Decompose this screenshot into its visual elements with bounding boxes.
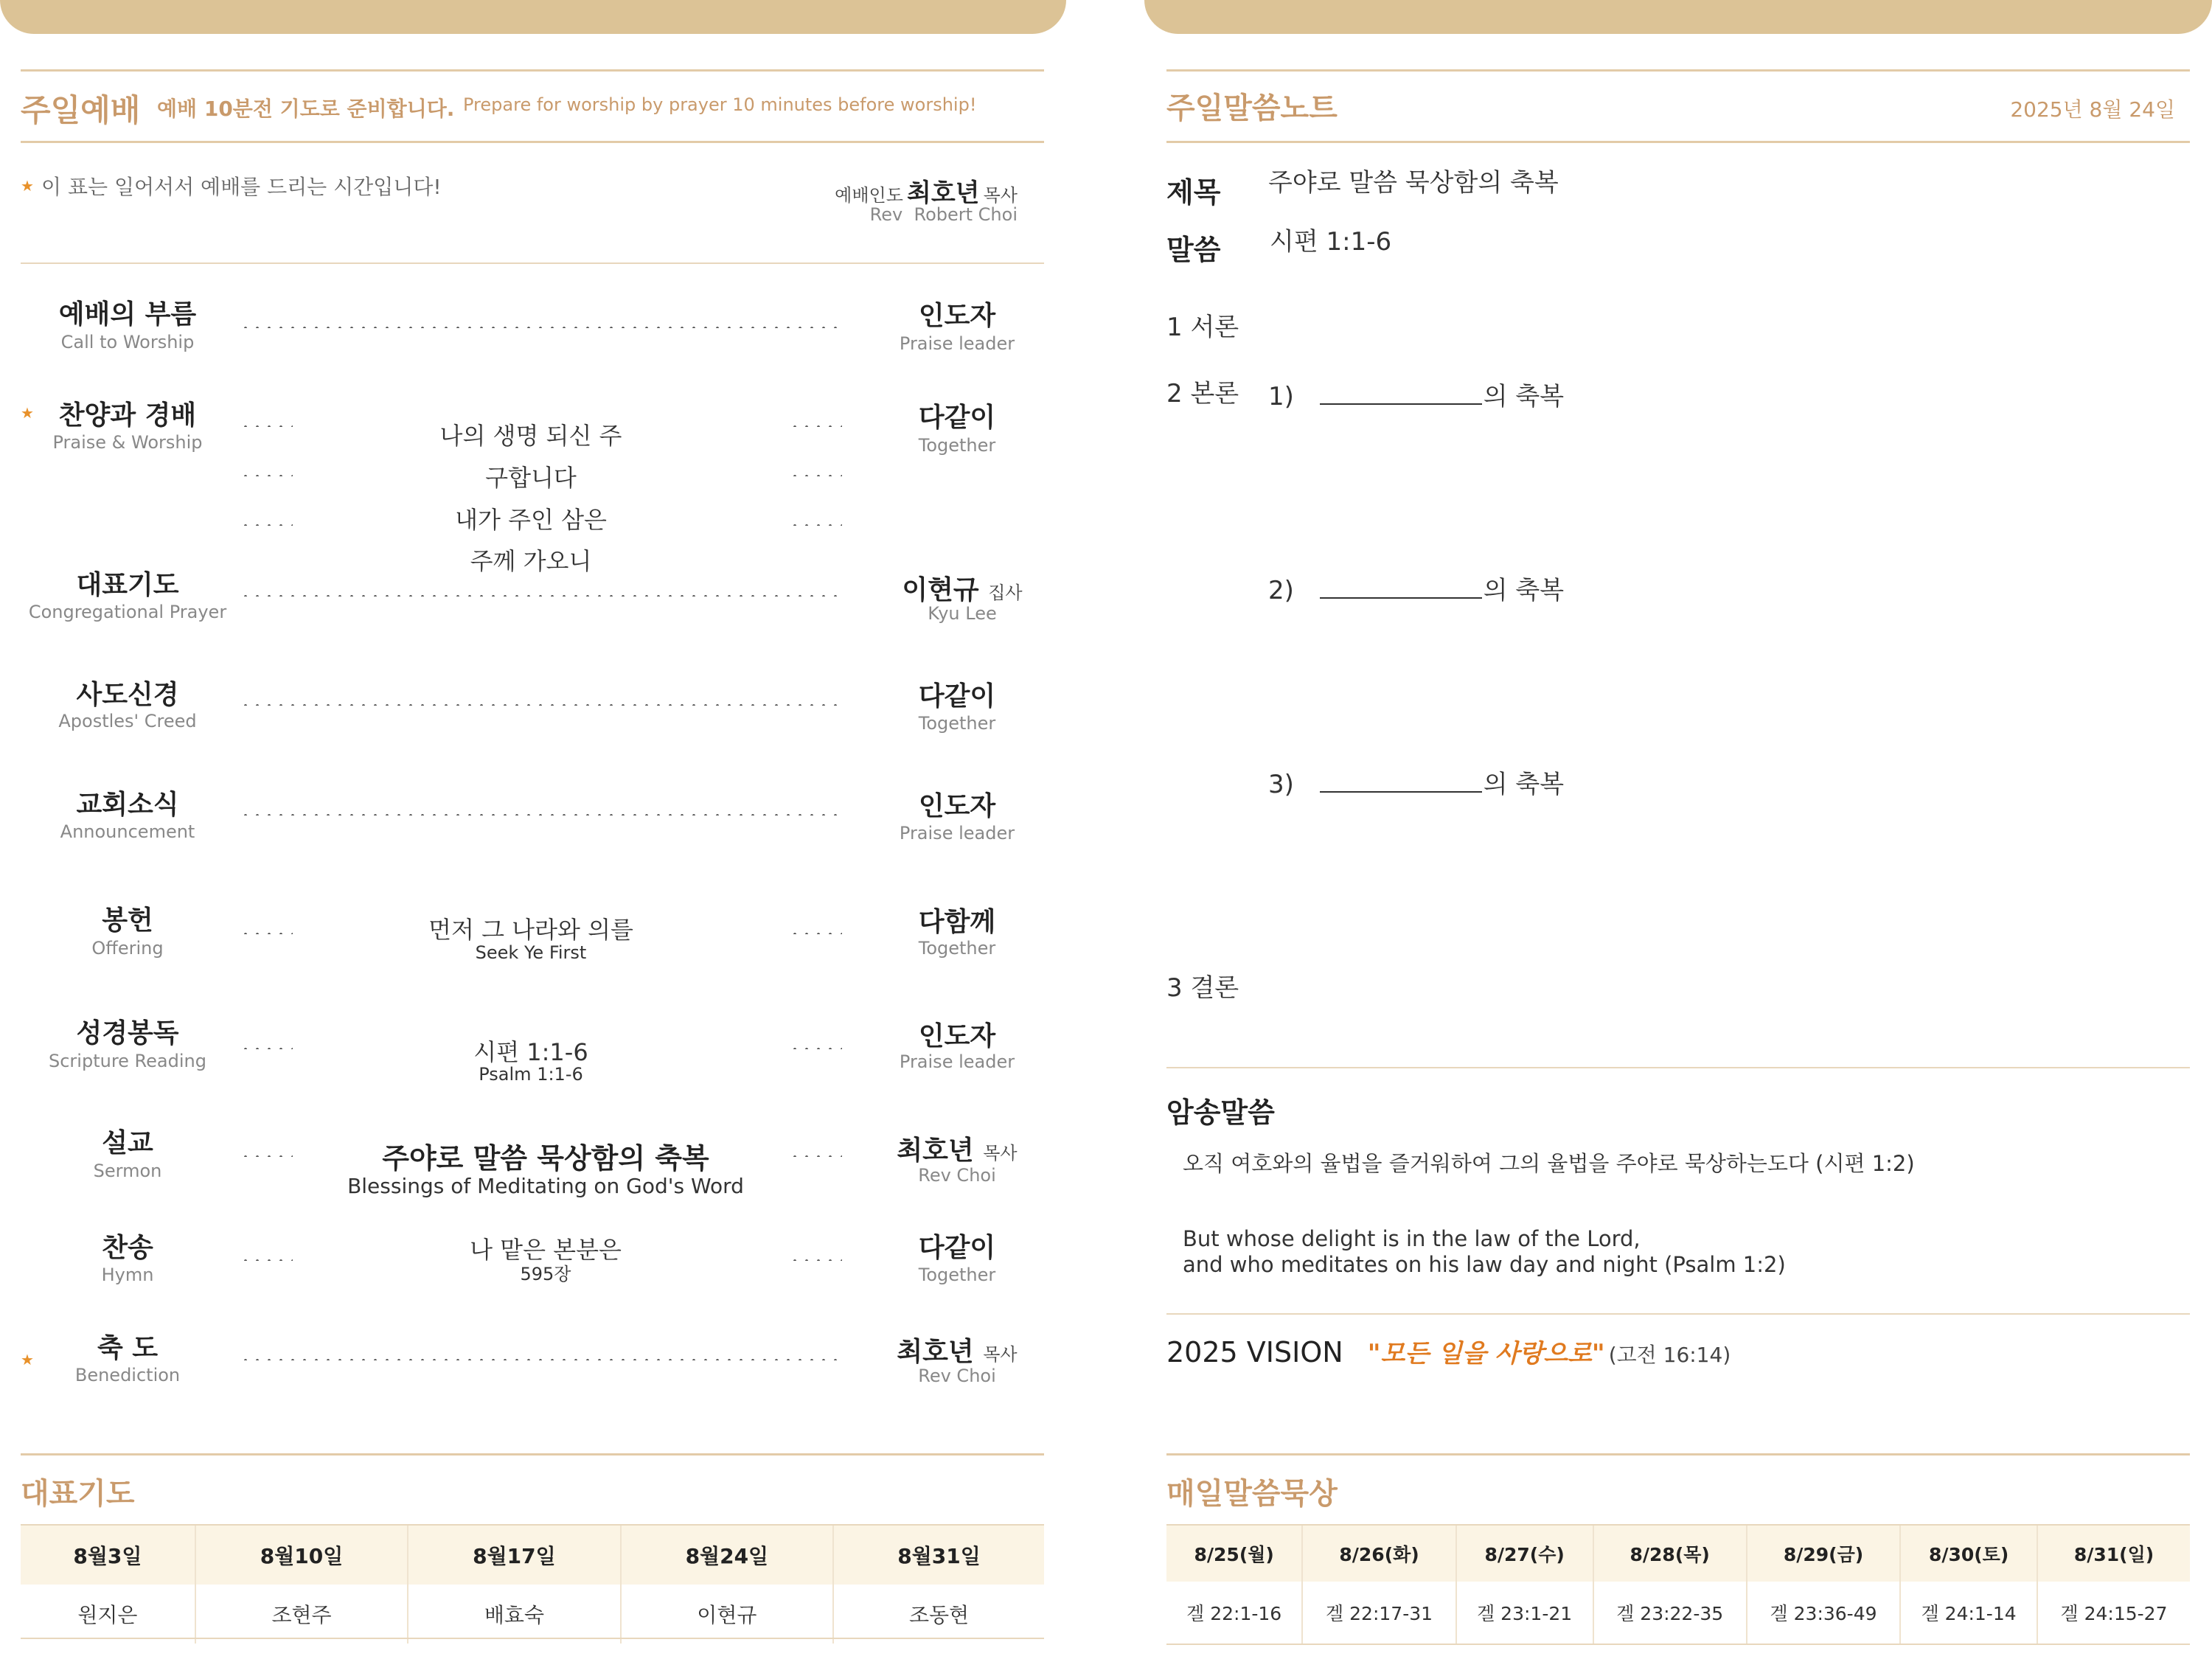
memory-verse-ko: 오직 여호와의 율법을 즐거워하여 그의 율법을 주야로 묵상하는도다 (시편 1:2) xyxy=(1183,1151,1915,1176)
item-hymn-ko: 찬송 xyxy=(102,1233,153,1263)
item-scripture-ref-en: Psalm 1:1-6 xyxy=(479,1064,583,1085)
item-sermon-lead xyxy=(876,1130,1038,1167)
left-intro-rule xyxy=(21,262,1044,264)
dotted-leader xyxy=(240,474,293,476)
dotted-leader xyxy=(240,1358,841,1360)
item-creed-lead-en: Together xyxy=(918,713,996,734)
daily-reading: 겔 23:22-35 xyxy=(1593,1582,1747,1644)
sermon-note-date: 2025년 8월 24일 xyxy=(2010,97,2175,122)
item-offering-ko: 봉헌 xyxy=(102,905,153,936)
daily-reading: 겔 24:15-27 xyxy=(2037,1582,2190,1644)
item-offering-song: 먼저 그 나라와 의를 xyxy=(428,916,633,944)
prayer-name: 원지은 xyxy=(21,1585,195,1644)
prayer-title: 대표기도 xyxy=(21,1477,135,1511)
dotted-leader xyxy=(240,425,293,427)
left-header-rule-bottom xyxy=(21,141,1044,143)
prayer-date: 8월31일 xyxy=(833,1526,1044,1585)
note-point-1 xyxy=(1268,376,1564,412)
right-header-rule-bottom xyxy=(1166,141,2190,143)
vision-quote: "모든 일을 사랑으로" xyxy=(1367,1339,1605,1368)
worship-leader xyxy=(737,173,1018,209)
daily-date: 8/31(일) xyxy=(2037,1526,2190,1582)
item-announcement-lead-en: Praise leader xyxy=(899,823,1015,844)
item-scripture-ref: 시편 1:1-6 xyxy=(473,1038,588,1066)
worship-subtitle-ko: 예배 10분전 기도로 준비합니다. xyxy=(157,97,455,121)
daily-date: 8/26(화) xyxy=(1302,1526,1455,1582)
item-scripture-ko: 성경봉독 xyxy=(76,1018,179,1048)
star-icon: ★ xyxy=(21,177,34,195)
note-intro: 1 서론 xyxy=(1166,313,1239,342)
star-icon: ★ xyxy=(21,404,34,422)
worship-title: 주일예배 xyxy=(21,92,141,128)
sermon-note-title: 주일말씀노트 xyxy=(1166,91,1338,125)
item-benediction-en: Benediction xyxy=(74,1365,181,1385)
vision-label: 2025 VISION xyxy=(1166,1336,1343,1368)
note-verse-value: 시편 1:1-6 xyxy=(1270,227,1392,257)
left-header-rule-top xyxy=(21,69,1044,72)
daily-reading: 겔 22:17-31 xyxy=(1302,1582,1455,1644)
item-hymn-lead-en: Together xyxy=(918,1265,996,1285)
dotted-leader xyxy=(240,1047,293,1049)
note-point-suffix: 의 축복 xyxy=(1483,770,1565,799)
vision-rule xyxy=(1166,1313,2190,1315)
item-offering-lead-en: Together xyxy=(918,938,996,959)
item-scripture-lead: 인도자 xyxy=(918,1021,996,1051)
item-sermon-title-en: Blessings of Meditating on God's Word xyxy=(347,1174,744,1198)
note-point-3 xyxy=(1268,764,1564,800)
item-hymn-number: 595장 xyxy=(520,1264,571,1284)
prayer-table-bottom-rule xyxy=(21,1638,1044,1639)
item-praise-worship-en: Praise & Worship xyxy=(52,432,203,453)
item-announcement-lead: 인도자 xyxy=(918,791,996,821)
prayer-name-row xyxy=(21,1585,1044,1644)
note-point-number: 1) xyxy=(1268,382,1294,411)
vision-line xyxy=(1166,1333,1731,1369)
daily-date: 8/27(수) xyxy=(1456,1526,1593,1582)
item-sermon-en: Sermon xyxy=(93,1161,162,1181)
note-blank-line xyxy=(1320,771,1482,793)
item-benediction-lead-en: Rev Choi xyxy=(918,1366,996,1386)
item-creed-ko: 사도신경 xyxy=(76,680,179,710)
worship-leader-label: 예배인도 xyxy=(835,185,903,206)
memory-title: 암송말씀 xyxy=(1166,1096,1275,1129)
left-top-bar xyxy=(0,0,1066,34)
right-top-bar xyxy=(1144,0,2212,34)
item-call-to-worship-ko: 예배의 부름 xyxy=(58,299,197,330)
item-offering-en: Offering xyxy=(91,938,164,959)
item-prayer-en: Congregational Prayer xyxy=(28,602,227,622)
prayer-section-rule xyxy=(21,1453,1044,1455)
song-4: 주께 가오니 xyxy=(470,547,592,575)
prayer-date: 8월3일 xyxy=(21,1526,195,1585)
note-body: 2 본론 xyxy=(1166,379,1239,408)
item-benediction-ko: 축 도 xyxy=(97,1333,159,1363)
daily-date: 8/29(금) xyxy=(1747,1526,1900,1582)
item-hymn-en: Hymn xyxy=(101,1265,154,1285)
item-hymn-title: 나 맡은 본분은 xyxy=(470,1236,622,1264)
dotted-leader xyxy=(240,594,841,597)
item-creed-lead: 다같이 xyxy=(918,681,996,712)
item-announcement-en: Announcement xyxy=(60,821,195,842)
daily-reading: 겔 24:1-14 xyxy=(1900,1582,2037,1644)
dotted-leader xyxy=(789,1259,842,1261)
item-sermon-lead-en: Rev Choi xyxy=(918,1165,996,1186)
dotted-leader xyxy=(789,425,842,427)
item-prayer-lead xyxy=(881,569,1043,607)
note-point-suffix: 의 축복 xyxy=(1483,576,1565,605)
note-point-2 xyxy=(1268,570,1564,606)
prayer-date: 8월10일 xyxy=(195,1526,408,1585)
note-point-suffix: 의 축복 xyxy=(1483,382,1565,411)
note-title-label: 제목 xyxy=(1166,176,1221,209)
item-call-to-worship-lead-en: Praise leader xyxy=(899,333,1015,354)
item-announcement-ko: 교회소식 xyxy=(76,790,179,820)
dotted-leader xyxy=(789,1155,842,1157)
dotted-leader xyxy=(240,326,841,328)
dotted-leader xyxy=(240,524,293,526)
prayer-name: 조현주 xyxy=(195,1585,408,1644)
note-point-number: 3) xyxy=(1268,770,1294,799)
memory-verse-en-1: But whose delight is in the law of the Lord, xyxy=(1183,1226,1641,1251)
item-praise-worship-lead-en: Together xyxy=(918,435,996,456)
note-blank-line xyxy=(1320,577,1482,599)
item-sermon-title: 주야로 말씀 묵상함의 축복 xyxy=(382,1142,709,1175)
daily-reading-row xyxy=(1166,1582,2190,1644)
daily-reading: 겔 22:1-16 xyxy=(1166,1582,1302,1644)
daily-date: 8/25(월) xyxy=(1166,1526,1302,1582)
daily-table-bottom-rule xyxy=(1166,1644,2190,1645)
item-prayer-lead-title: 집사 xyxy=(988,582,1023,603)
worship-leader-name-en: Rev Robert Choi xyxy=(869,204,1018,225)
prayer-table xyxy=(21,1526,1044,1644)
dotted-leader xyxy=(789,932,842,934)
note-title-value: 주야로 말씀 묵상함의 축복 xyxy=(1268,168,1559,198)
dotted-leader xyxy=(240,932,293,934)
item-benediction-lead xyxy=(876,1331,1038,1368)
prayer-name: 이현규 xyxy=(621,1585,833,1644)
dotted-leader xyxy=(240,1259,293,1261)
daily-date: 8/28(목) xyxy=(1593,1526,1747,1582)
note-blank-line xyxy=(1320,383,1482,405)
daily-reading: 겔 23:1-21 xyxy=(1456,1582,1593,1644)
item-prayer-lead-en: Kyu Lee xyxy=(928,603,997,624)
note-point-number: 2) xyxy=(1268,576,1294,605)
song-3: 내가 주인 삼은 xyxy=(455,506,607,534)
item-sermon-ko: 설교 xyxy=(102,1128,153,1158)
dotted-leader xyxy=(240,813,841,815)
item-scripture-lead-en: Praise leader xyxy=(899,1051,1015,1072)
dotted-leader xyxy=(789,474,842,476)
item-benediction-lead-name: 최호년 xyxy=(897,1337,974,1367)
prayer-date-row xyxy=(21,1526,1044,1585)
dotted-leader xyxy=(789,1047,842,1049)
daily-section-rule xyxy=(1166,1453,2190,1455)
memory-verse-en-2: and who meditates on his law day and night (Psalm 1:2) xyxy=(1183,1252,1786,1277)
right-header-rule-top xyxy=(1166,69,2190,72)
item-call-to-worship-lead: 인도자 xyxy=(918,301,996,331)
prayer-date: 8월17일 xyxy=(408,1526,620,1585)
dotted-leader xyxy=(240,703,841,706)
worship-leader-title: 목사 xyxy=(983,185,1018,206)
memory-rule xyxy=(1166,1067,2190,1068)
item-hymn-lead: 다같이 xyxy=(918,1233,996,1263)
item-prayer-lead-name: 이현규 xyxy=(902,575,979,605)
daily-reading: 겔 23:36-49 xyxy=(1747,1582,1900,1644)
item-sermon-lead-name: 최호년 xyxy=(897,1135,974,1166)
dotted-leader xyxy=(240,1155,293,1157)
daily-title: 매일말씀묵상 xyxy=(1166,1477,1338,1511)
item-creed-en: Apostles' Creed xyxy=(58,711,197,731)
daily-date: 8/30(토) xyxy=(1900,1526,2037,1582)
song-1: 나의 생명 되신 주 xyxy=(439,422,622,450)
item-prayer-ko: 대표기도 xyxy=(76,570,179,600)
prayer-name: 배효숙 xyxy=(408,1585,620,1644)
item-praise-worship-lead: 다같이 xyxy=(918,403,996,433)
dotted-leader xyxy=(789,524,842,526)
vision-ref: (고전 16:14) xyxy=(1608,1343,1731,1367)
prayer-name: 조동현 xyxy=(833,1585,1044,1644)
standing-note: 이 표는 일어서서 예배를 드리는 시간입니다! xyxy=(41,175,442,199)
daily-date-row xyxy=(1166,1526,2190,1582)
song-2: 구합니다 xyxy=(485,464,577,492)
item-sermon-lead-title: 목사 xyxy=(983,1143,1018,1164)
prayer-date: 8월24일 xyxy=(621,1526,833,1585)
note-conclusion: 3 결론 xyxy=(1166,973,1239,1003)
item-praise-worship-ko: 찬양과 경배 xyxy=(58,400,197,431)
item-call-to-worship-en: Call to Worship xyxy=(60,332,195,352)
worship-leader-name: 최호년 xyxy=(906,178,980,208)
item-scripture-en: Scripture Reading xyxy=(49,1051,206,1071)
item-offering-lead: 다함께 xyxy=(918,907,996,937)
item-benediction-lead-title: 목사 xyxy=(983,1344,1018,1365)
note-verse-label: 말씀 xyxy=(1166,234,1221,266)
worship-subtitle-en: Prepare for worship by prayer 10 minutes before worship! xyxy=(463,94,977,115)
item-offering-song-en: Seek Ye First xyxy=(475,942,587,963)
star-icon: ★ xyxy=(21,1351,34,1368)
daily-table xyxy=(1166,1526,2190,1644)
